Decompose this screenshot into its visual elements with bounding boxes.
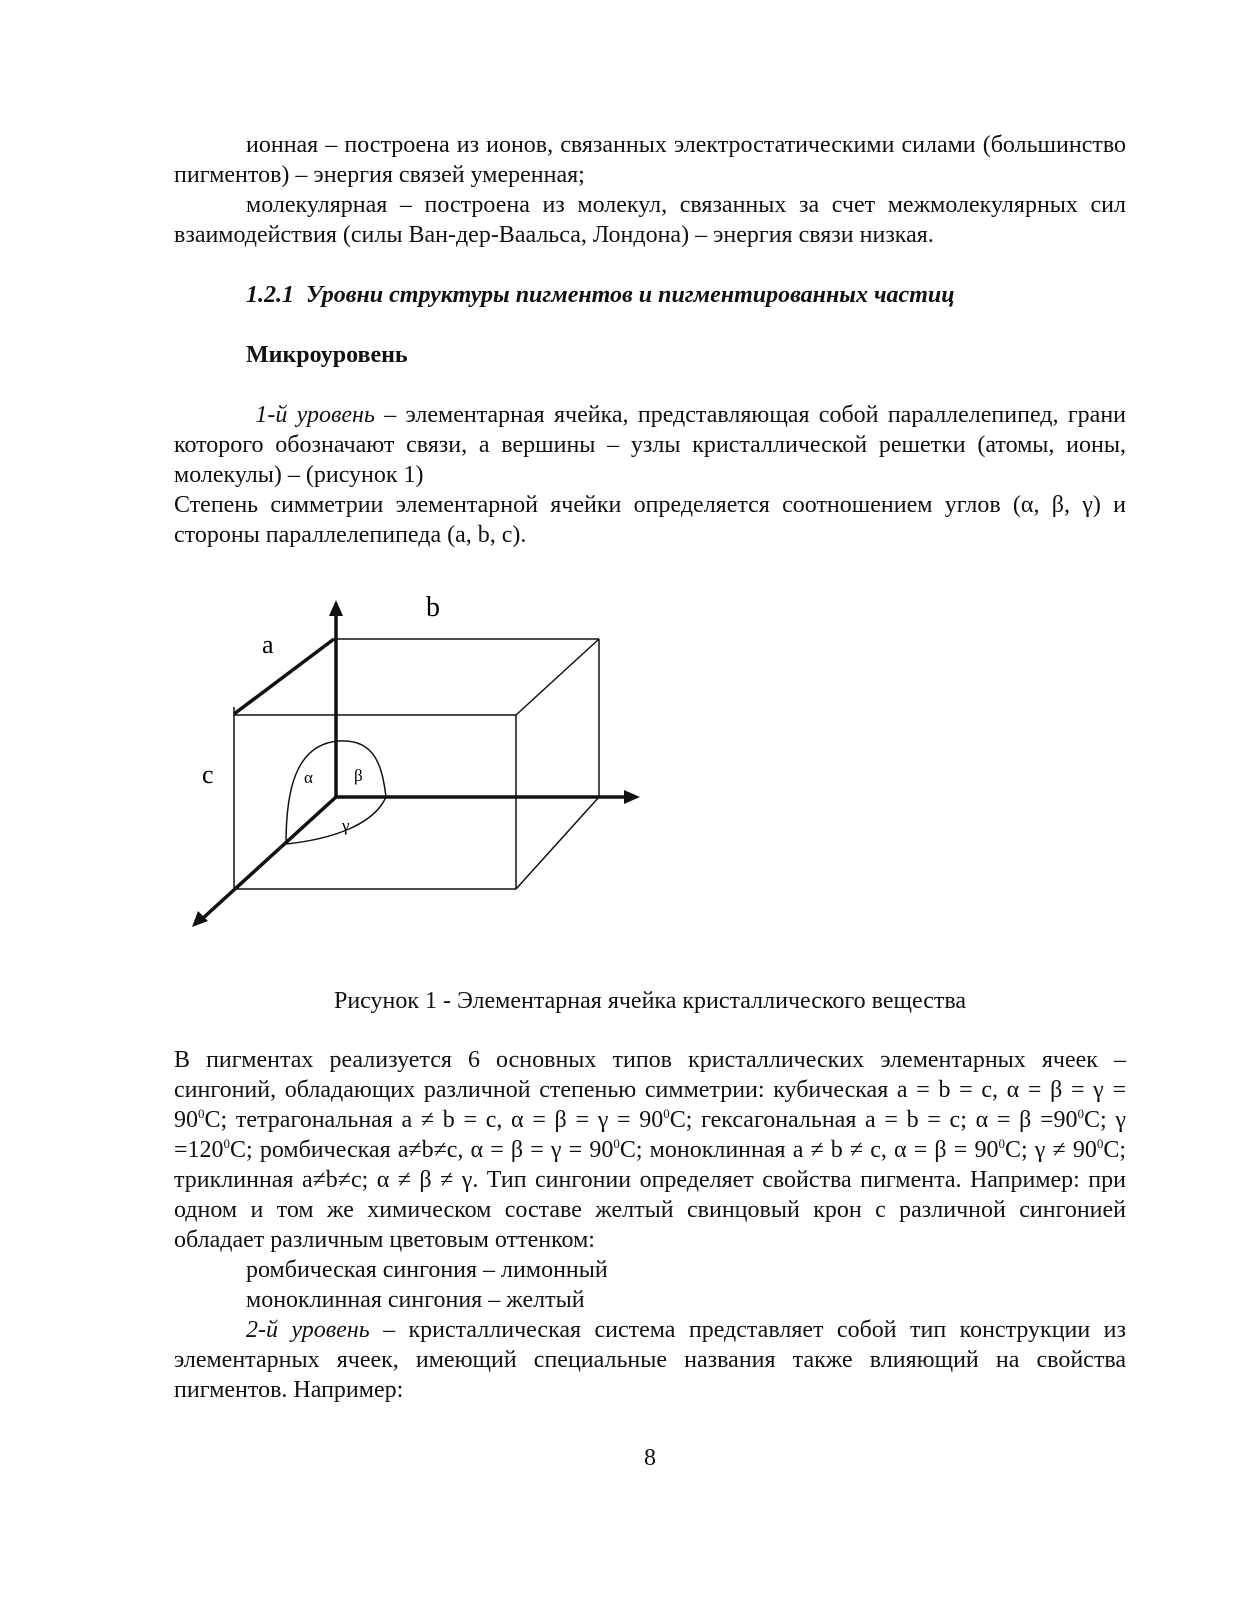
page-number: 8 <box>644 1445 656 1471</box>
degree-sup: 0 <box>613 1136 620 1151</box>
arrowhead-up <box>329 600 343 616</box>
page-body-top <box>174 130 1126 550</box>
paragraph-molecular: молекулярная – построена из молекул, связанных за счет межмолекулярных сил взаимодействия (силы Ван-дер-Ваальса, Лондона) – энергия связи низкая. <box>174 192 1126 248</box>
axis-a-edge <box>234 639 334 714</box>
label-gamma: γ <box>342 816 350 835</box>
figure-caption: Рисунок 1 - Элементарная ячейка кристаллического вещества <box>333 988 967 1014</box>
syngony-text-8: С; триклинная a≠b≠c; α ≠ β ≠ γ. Тип сингонии определяет свойства пигмента. Например: при одном и том же химическом составе желтый свинцовый крон с различной сингонией обладает различным цветовым оттенком: <box>174 1137 1127 1253</box>
section-title: Уровни структуры пигментов и пигментированных частиц <box>306 282 955 308</box>
syngony-text-5: С; ромбическая a≠b≠c, α = β = γ = 90 <box>230 1137 614 1163</box>
label-a: a <box>262 630 274 659</box>
degree-sup: 0 <box>1077 1106 1085 1121</box>
level2-label: 2-й уровень <box>246 1317 370 1343</box>
section-number: 1.2.1 <box>246 282 294 308</box>
level1-text: – элементарная ячейка, представляющая собой параллелепипед, грани которого обозначают связи, а вершины – узлы кристаллической решетки (атомы, ионы, молекулы) – (рисунок 1) <box>174 402 1127 488</box>
page-body-bottom <box>174 1045 1126 1405</box>
degree-sup: 0 <box>223 1136 231 1151</box>
paragraph-symmetry: Степень симметрии элементарной ячейки определяется соотношением углов (α, β, γ) и стороны параллелепипеда (a, b, c). <box>174 492 1126 548</box>
syngony-text-7: С; γ ≠ 90 <box>1004 1137 1097 1163</box>
paragraph-ionic: ионная – построена из ионов, связанных электростатическими силами (большинство пигментов) – энергия связей умеренная; <box>174 132 1126 188</box>
degree-sup: 0 <box>1096 1136 1104 1151</box>
box-edge <box>516 797 599 889</box>
paragraph-syngony <box>174 1045 1126 1255</box>
axis-diagonal <box>202 797 336 919</box>
paragraph-level2 <box>174 1315 1126 1405</box>
level1-label: 1-й уровень <box>255 402 375 428</box>
box-edge <box>516 639 599 715</box>
paragraph-level1 <box>174 400 1126 490</box>
degree-sup: 0 <box>198 1106 205 1121</box>
syngony-text-3: С; гексагональная a = b = c; α = β =90 <box>669 1107 1078 1133</box>
syngony-text-4: С; γ =120 <box>174 1107 1127 1163</box>
label-beta: β <box>354 766 363 785</box>
label-b: b <box>426 594 440 623</box>
label-alpha: α <box>304 768 313 787</box>
label-c: c <box>202 760 214 789</box>
degree-sup: 0 <box>663 1106 670 1121</box>
unit-cell-figure <box>174 594 674 939</box>
micro-heading: Микроуровень <box>246 342 408 368</box>
level2-text: – кристаллическая система представляет собой тип конструкции из элементарных ячеек, имеющий специальные названия также влияющий на свойства пигментов. Например: <box>174 1317 1126 1403</box>
angle-arc-gamma <box>286 797 386 844</box>
arrowhead-right <box>624 790 640 804</box>
degree-sup: 0 <box>998 1136 1005 1151</box>
syngony-text-1: В пигментах реализуется 6 основных типов кристаллических элементарных ячеек – сингоний, обладающих различной степенью симметрии: кубическая a = b = c, α = β = γ = 90 <box>174 1047 1126 1133</box>
list-item-rhombic: ромбическая сингония – лимонный <box>246 1257 608 1283</box>
syngony-text-6: С; моноклинная a ≠ b ≠ c, α = β = 90 <box>619 1137 999 1163</box>
section-heading <box>174 280 1126 310</box>
syngony-text-2: С; тетрагональная a ≠ b = c, α = β = γ = 90 <box>204 1107 664 1133</box>
list-item-monoclinic: моноклинная сингония – желтый <box>246 1287 585 1313</box>
